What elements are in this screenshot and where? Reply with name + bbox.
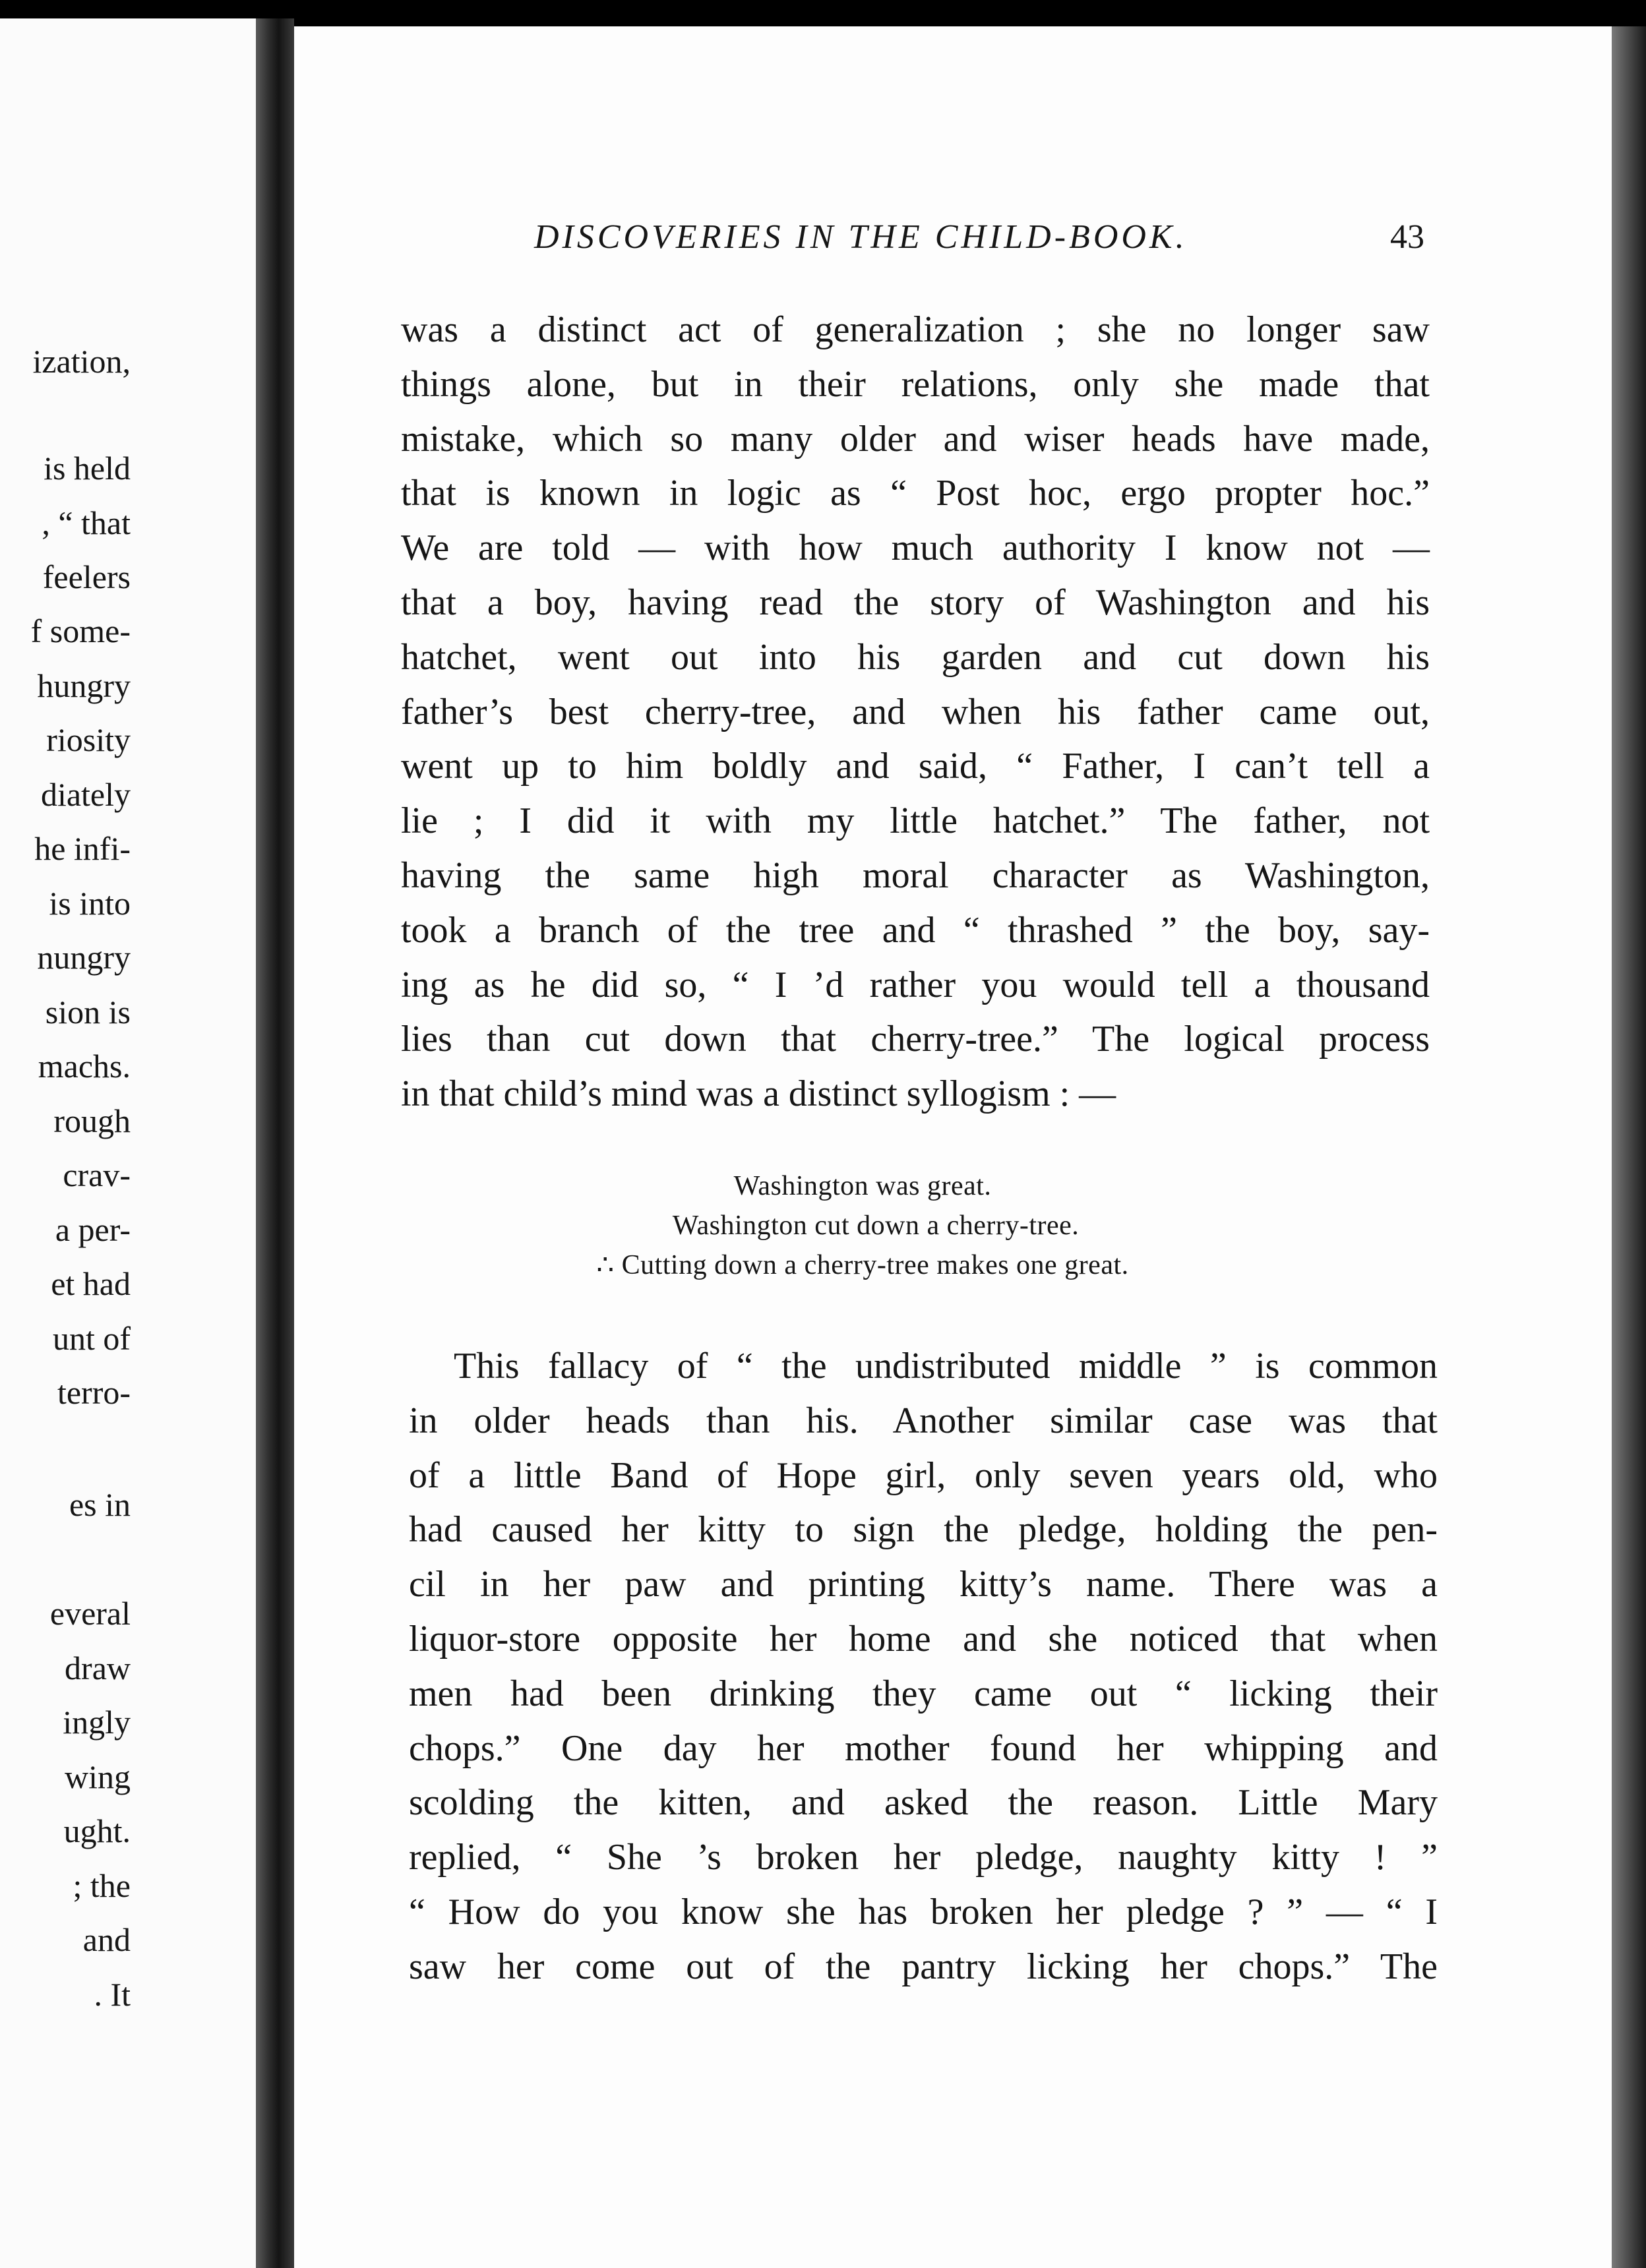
left-fragment: crav- bbox=[63, 1156, 131, 1193]
text-line: We are told — with how much authority I know not — bbox=[401, 527, 1430, 568]
text-line: had caused her kitty to sign the pledge, holding the pen- bbox=[409, 1509, 1438, 1550]
text-line: father’s best cherry-tree, and when his father came out, bbox=[401, 692, 1430, 732]
left-fragment: f some- bbox=[30, 612, 131, 649]
left-fragment: diately bbox=[40, 776, 131, 813]
left-fragment: , “ that bbox=[42, 504, 131, 541]
left-fragment: nungry bbox=[37, 939, 131, 976]
running-title: DISCOVERIES IN THE CHILD-BOOK. bbox=[534, 218, 1188, 256]
left-fragment: wing bbox=[65, 1758, 131, 1795]
text-line: chops.” One day her mother found her whipping and bbox=[409, 1728, 1438, 1769]
left-fragment: . It bbox=[94, 1976, 131, 2013]
left-fragment: riosity bbox=[46, 721, 131, 758]
left-fragment: a per- bbox=[55, 1211, 131, 1248]
left-fragment: rough bbox=[53, 1102, 131, 1139]
left-fragment: machs. bbox=[38, 1048, 131, 1085]
text-line: went up to him boldly and said, “ Father, I can’t tell a bbox=[401, 746, 1430, 787]
text-line: that a boy, having read the story of Washington and his bbox=[401, 582, 1430, 623]
book-gutter bbox=[256, 18, 294, 2268]
left-fragment: ; the bbox=[73, 1867, 131, 1904]
text-line: hatchet, went out into his garden and cut down his bbox=[401, 637, 1430, 678]
left-fragment: draw bbox=[65, 1650, 131, 1686]
left-fragment: unt of bbox=[52, 1320, 131, 1357]
text-line: cil in her paw and printing kitty’s name. There was a bbox=[409, 1564, 1438, 1605]
running-head bbox=[534, 218, 1424, 264]
left-fragment: ingly bbox=[63, 1704, 131, 1741]
left-fragment: hungry bbox=[37, 667, 131, 704]
text-line: saw her come out of the pantry licking her chops.” The bbox=[409, 1946, 1438, 1987]
left-fragment: ught. bbox=[63, 1812, 131, 1849]
text-line: that is known in logic as “ Post hoc, ergo propter hoc.” bbox=[401, 473, 1430, 514]
text-line: in older heads than his. Another similar case was that bbox=[409, 1400, 1438, 1441]
text-line: took a branch of the tree and “ thrashed ” the boy, say- bbox=[401, 910, 1430, 951]
text-line: lies than cut down that cherry-tree.” The logical process bbox=[401, 1019, 1430, 1059]
text-line: in that child’s mind was a distinct syllogism : — bbox=[401, 1073, 1116, 1114]
page-edge-shadow bbox=[1612, 26, 1646, 2268]
left-fragment: is into bbox=[49, 885, 131, 922]
left-fragment: he infi- bbox=[34, 830, 131, 867]
text-line: ing as he did so, “ I ’d rather you would tell a thousand bbox=[401, 965, 1430, 1005]
text-line: things alone, but in their relations, only she made that bbox=[401, 364, 1430, 405]
left-fragment: es in bbox=[69, 1486, 131, 1523]
text-line: of a little Band of Hope girl, only seven years old, who bbox=[409, 1455, 1438, 1496]
left-fragment: terro- bbox=[57, 1374, 131, 1411]
left-fragment: et had bbox=[51, 1265, 131, 1302]
text-line: replied, “ She ’s broken her pledge, naughty kitty ! ” bbox=[409, 1837, 1438, 1878]
syllogism-line: ∴ Cutting down a cherry-tree makes one great. bbox=[596, 1250, 1129, 1280]
text-line: scolding the kitten, and asked the reason. Little Mary bbox=[409, 1782, 1438, 1823]
syllogism-line: Washington was great. bbox=[733, 1171, 992, 1201]
left-fragment: feelers bbox=[42, 558, 131, 595]
left-page bbox=[0, 18, 256, 2268]
text-line: “ How do you know she has broken her pledge ? ” — “ I bbox=[409, 1892, 1438, 1932]
text-line: having the same high moral character as Washington, bbox=[401, 855, 1430, 896]
text-line: mistake, which so many older and wiser heads have made, bbox=[401, 419, 1430, 460]
left-fragment: and bbox=[82, 1921, 131, 1958]
left-fragment: is held bbox=[44, 450, 131, 487]
left-fragment: ization, bbox=[32, 343, 131, 380]
text-line: lie ; I did it with my little hatchet.” The father, not bbox=[401, 800, 1430, 841]
text-line: This fallacy of “ the undistributed middle ” is common bbox=[454, 1346, 1438, 1387]
left-fragment: sion is bbox=[45, 994, 131, 1030]
text-line: men had been drinking they came out “ licking their bbox=[409, 1673, 1438, 1714]
syllogism-line: Washington cut down a cherry-tree. bbox=[672, 1210, 1080, 1241]
text-line: was a distinct act of generalization ; she no longer saw bbox=[401, 309, 1430, 350]
page-number: 43 bbox=[1390, 218, 1424, 256]
left-fragment: everal bbox=[49, 1595, 131, 1632]
text-line: liquor-store opposite her home and she noticed that when bbox=[409, 1619, 1438, 1659]
